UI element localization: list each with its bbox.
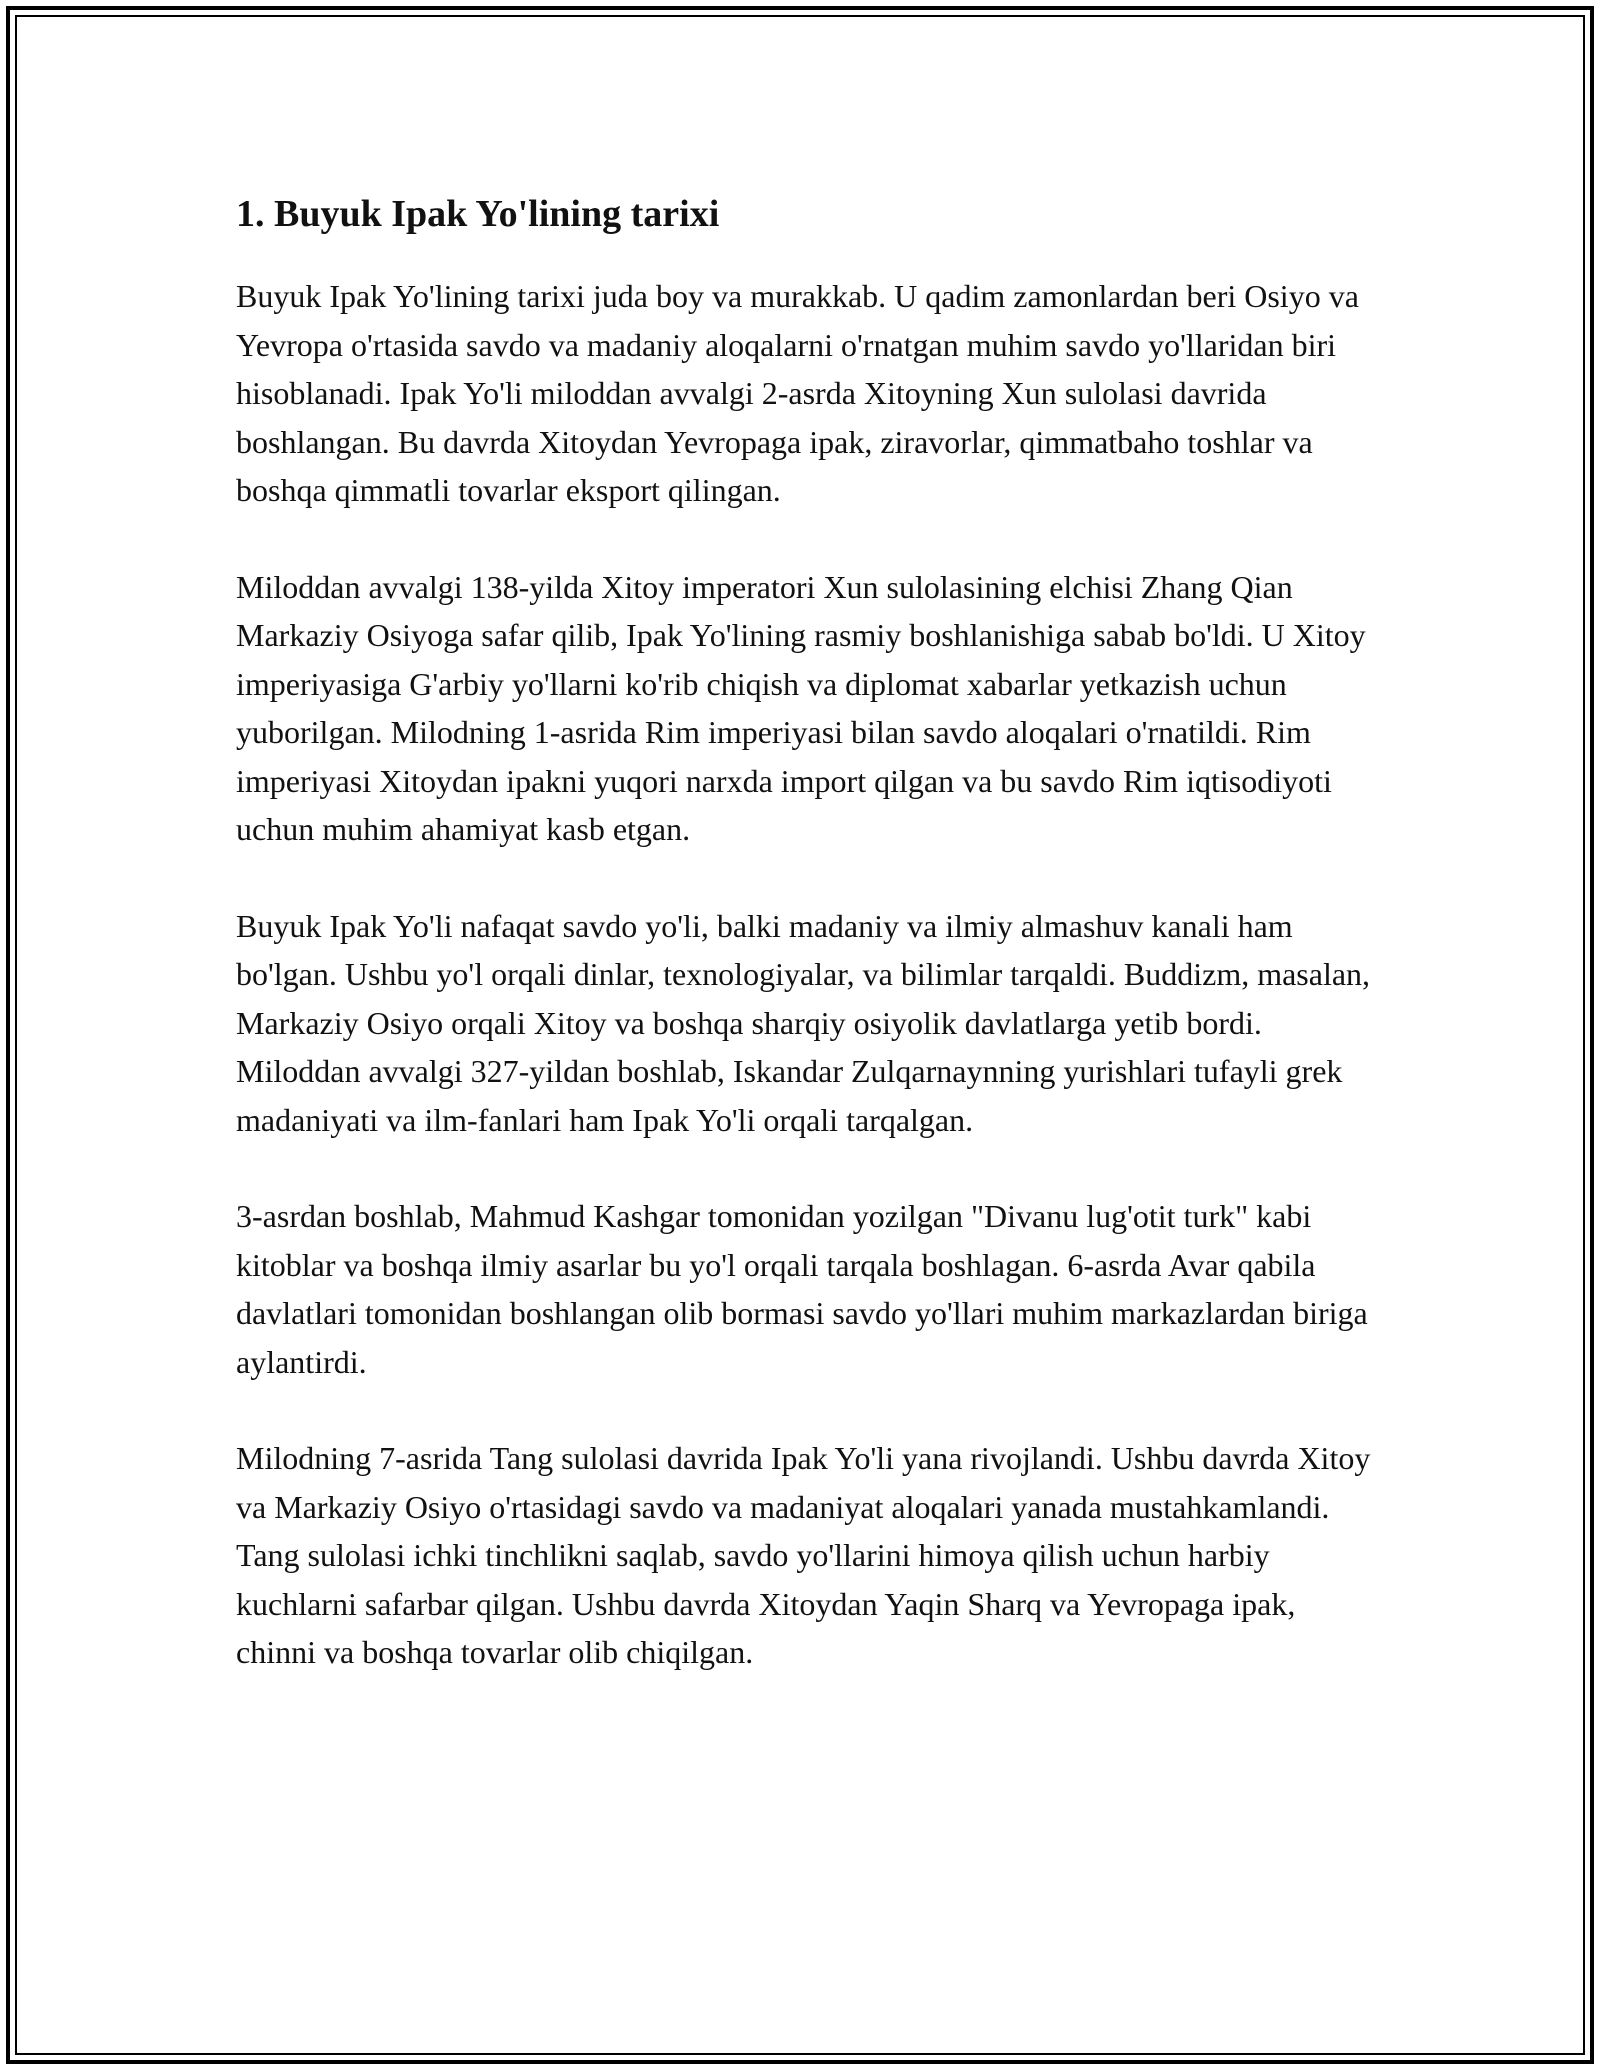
paragraph-1: Buyuk Ipak Yo'lining tarixi juda boy va murakkab. U qadim zamonlardan beri Osiyo va Yevropa o'rtasida savdo va madaniy aloqalarni o'rnatgan muhim savdo yo'llaridan biri hisoblanadi. Ipak Yo'li miloddan avvalgi 2-asrda Xitoyning Xun sulolasi davrida boshlangan. Bu davrda Xitoydan Yevropaga ipak, ziravorlar, qimmatbaho toshlar va boshqa qimmatli tovarlar eksport qilingan.: [236, 278, 1359, 508]
section-heading: 1. Buyuk Ipak Yo'lining tarixi: [236, 193, 720, 235]
paragraph-5: Milodning 7-asrida Tang sulolasi davrida Ipak Yo'li yana rivojlandi. Ushbu davrda Xitoy va Markaziy Osiyo o'rtasidagi savdo va madaniyat aloqalari yanada mustahkamlandi. Tang sulolasi ichki tinchlikni saqlab, savdo yo'llarini himoya qilish uchun harbiy kuchlarni safarbar qilgan. Ushbu davrda Xitoydan Yaqin Sharq va Yevropaga ipak, chinni va boshqa tovarlar olib chiqilgan.: [236, 1440, 1371, 1670]
paragraph-4: 3-asrdan boshlab, Mahmud Kashgar tomonidan yozilgan "Divanu lug'otit turk" kabi kitoblar va boshqa ilmiy asarlar bu yo'l orqali tarqala boshlagan. 6-asrda Avar qabila davlatlari tomonidan boshlangan olib bormasi savdo yo'llari muhim markazlardan biriga aylantirdi.: [236, 1198, 1368, 1380]
paragraph-2: Miloddan avvalgi 138-yilda Xitoy imperatori Xun sulolasining elchisi Zhang Qian Markaziy Osiyoga safar qilib, Ipak Yo'lining rasmiy boshlanishiga sabab bo'ldi. U Xitoy imperiyasiga G'arbiy yo'llarni ko'rib chiqish va diplomat xabarlar yetkazish uchun yuborilgan. Milodning 1-asrida Rim imperiyasi bilan savdo aloqalari o'rnatildi. Rim imperiyasi Xitoydan ipakni yuqori narxda import qilgan va bu savdo Rim iqtisodiyoti uchun muhim ahamiyat kasb etgan.: [236, 568, 1366, 847]
paragraph-3: Buyuk Ipak Yo'li nafaqat savdo yo'li, balki madaniy va ilmiy almashuv kanali ham bo'lgan. Ushbu yo'l orqali dinlar, texnologiyalar, va bilimlar tarqaldi. Buddizm, masalan, Markaziy Osiyo orqali Xitoy va boshqa sharqiy osiyolik davlatlarga yetib bordi. Miloddan avvalgi 327-yildan boshlab, Iskandar Zulqarnaynning yurishlari tufayli grek madaniyati va ilm-fanlari ham Ipak Yo'li orqali tarqalgan.: [236, 907, 1371, 1138]
document-body: [236, 186, 1376, 1725]
